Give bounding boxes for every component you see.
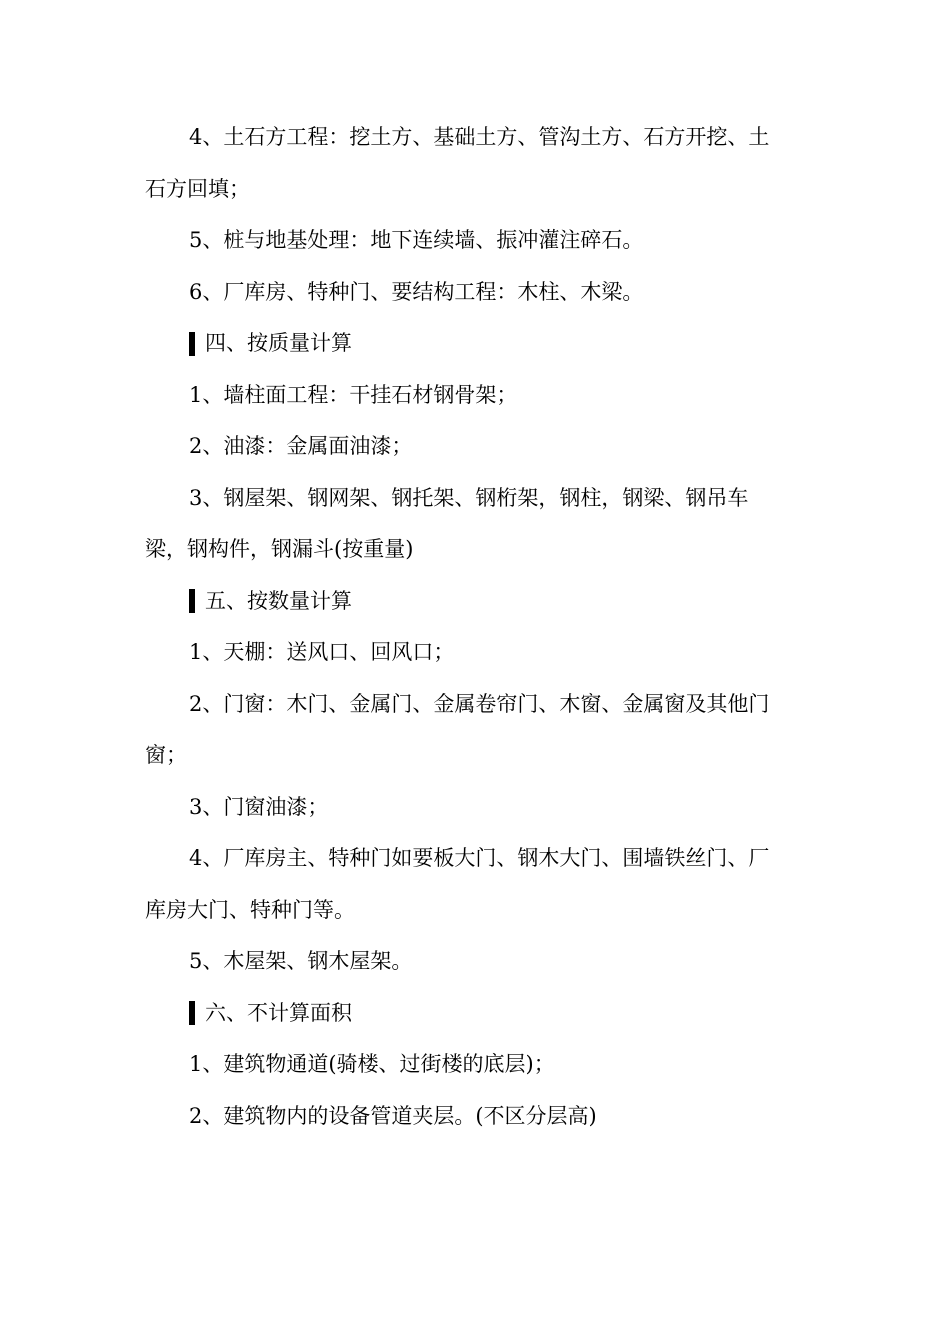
paragraph-line: 3、钢屋架、钢网架、钢托架、钢桁架，钢柱，钢梁、钢吊车: [189, 485, 749, 510]
section-heading-text: 四、按质量计算: [205, 331, 352, 355]
heading-marker-bar: [189, 332, 195, 356]
paragraph-line: 梁，钢构件，钢漏斗(按重量): [145, 537, 414, 561]
paragraph-line: 5、桩与地基处理：地下连续墙、振冲灌注碎石。: [189, 228, 644, 252]
paragraph-line: 1、天棚：送风口、回风口；: [189, 640, 455, 664]
heading-marker-bar: [189, 1001, 195, 1025]
heading-marker-bar: [189, 589, 195, 613]
paragraph-line: 2、建筑物内的设备管道夹层。(不区分层高): [189, 1103, 597, 1128]
section-heading: [145, 988, 805, 1040]
paragraph-line: 5、木屋架、钢木屋架。: [189, 949, 413, 973]
section-heading: [145, 318, 805, 370]
paragraph-line: 石方回填；: [145, 176, 250, 201]
section-heading: [145, 576, 805, 628]
paragraph-line: 1、建筑物通道(骑楼、过街楼的底层)；: [189, 1052, 555, 1076]
section-heading-text: 六、不计算面积: [205, 1000, 352, 1025]
paragraph-line: 4、土石方工程：挖土方、基础土方、管沟土方、石方开挖、土: [189, 125, 770, 149]
paragraph-line: 6、厂库房、特种门、要结构工程：木柱、木梁。: [189, 279, 644, 304]
paragraph-line: 2、油漆：金属面油漆；: [189, 434, 413, 458]
paragraph-line: 1、墙柱面工程：干挂石材钢骨架；: [189, 382, 518, 407]
paragraph-line: 2、门窗：木门、金属门、金属卷帘门、木窗、金属窗及其他门: [189, 691, 770, 716]
document-body: [145, 112, 805, 1142]
paragraph-line: 库房大门、特种门等。: [145, 897, 355, 922]
paragraph-line: 4、厂库房主、特种门如要板大门、钢木大门、围墙铁丝门、厂: [189, 846, 770, 870]
section-heading-text: 五、按数量计算: [205, 588, 352, 613]
paragraph-line: 3、门窗油漆；: [189, 794, 329, 819]
paragraph-line: 窗；: [145, 743, 187, 767]
